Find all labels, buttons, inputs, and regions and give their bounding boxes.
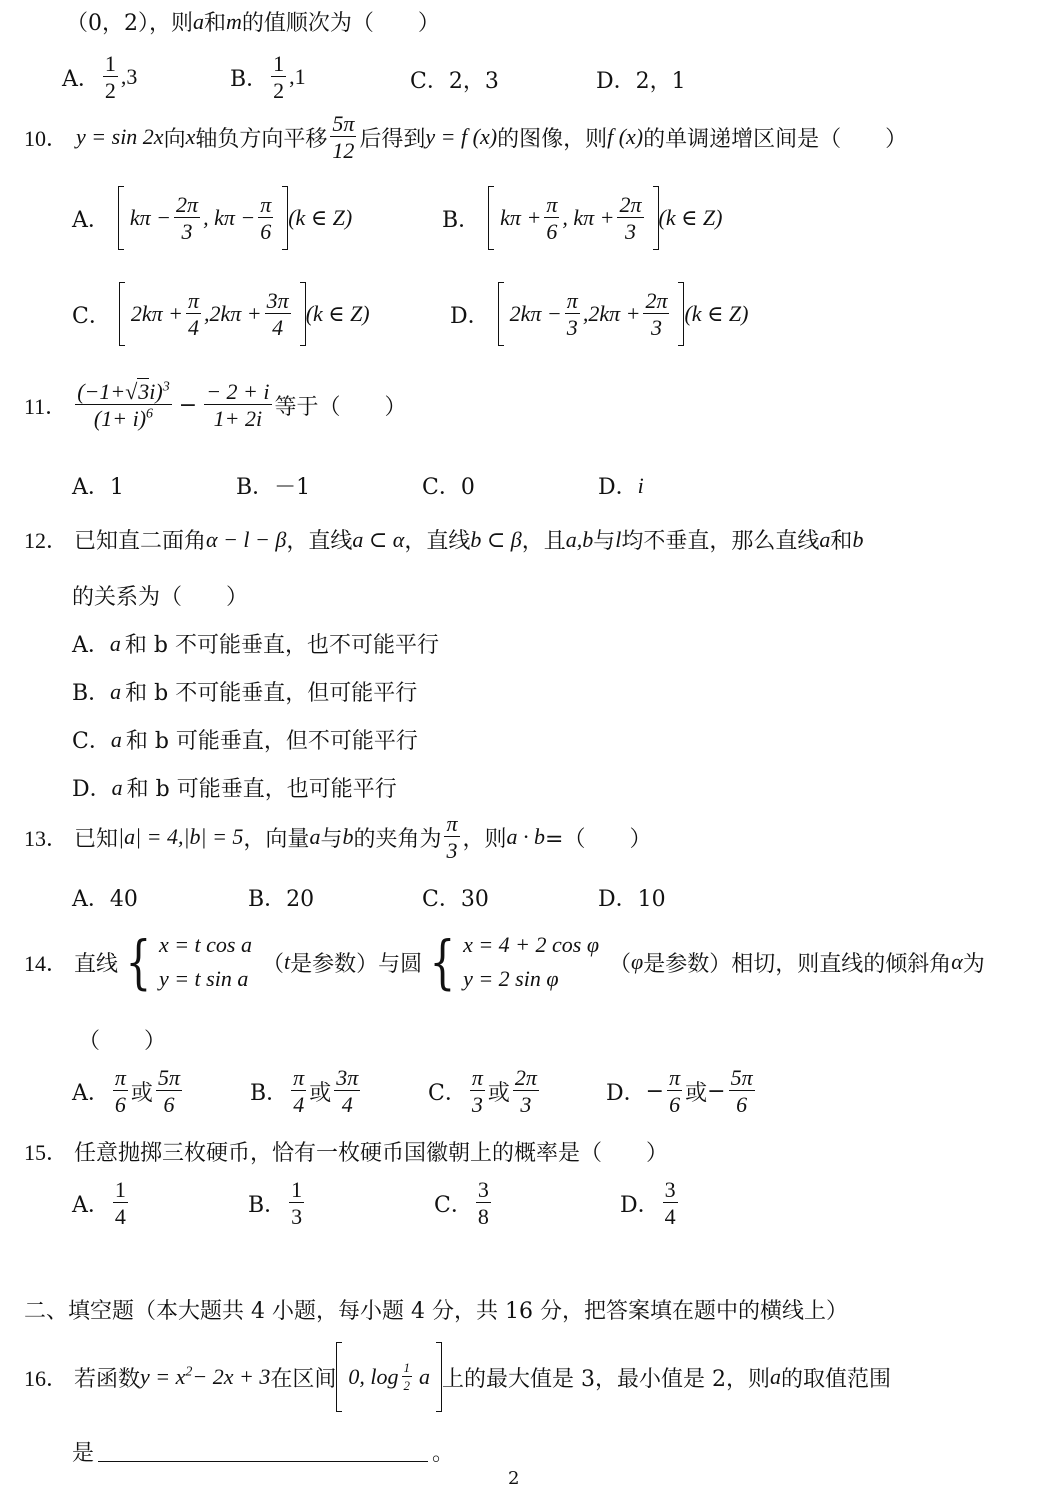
q10-option-c: C． 2kπ + $\frac{\pi}{4}$ ,2kπ + $\frac{3\pi}{4}$ (k ∈ Z)	[72, 282, 370, 346]
q9-option-d: D．2，1	[596, 69, 686, 94]
q9-option-c: C．2，3	[410, 69, 499, 94]
q11-option-d: D． i	[598, 472, 644, 500]
q15-option-b: B． $\frac{1}{3}$	[248, 1177, 303, 1230]
q16-stem: 16． 若函数 $y = x^2- 2x + 3$ 在区间 0, log $\frac{1}{2}$ a 上的最大值是 3，最小值是 2，则 a 的取值范围	[24, 1342, 891, 1412]
q11-option-c: C．0	[422, 475, 475, 500]
page-number: 2	[508, 1468, 520, 1489]
q14-option-d: D． − $\frac{\pi}{6}$ 或 − $\frac{5\pi}{6}$	[606, 1065, 753, 1118]
q16-answer-line: 是 。	[72, 1441, 455, 1466]
q14-option-c: C． $\frac{\pi}{3}$ 或 $\frac{2\pi}{3}$	[428, 1065, 537, 1118]
q12-stem-line2: 的关系为（ ）	[72, 585, 249, 610]
q14-stem: 14． 直线 { x = t cos a y = t sin a （ t 是参数）与圆 { x = 4 + 2 cos φ y = 2 sin φ （ φ 是参数）相切，则直线的倾斜角 α 为	[24, 928, 985, 997]
q15-stem: 15． 任意抛掷三枚硬币，恰有一枚硬币国徽朝上的概率是（ ）	[24, 1140, 669, 1166]
q10-option-d: D． 2kπ − $\frac{\pi}{3}$ ,2kπ + $\frac{2\pi}{3}$ (k ∈ Z)	[450, 282, 748, 346]
q14-option-a: A． $\frac{\pi}{6}$ 或 $\frac{5\pi}{6}$	[72, 1065, 180, 1118]
q11-option-a: A．1	[72, 475, 124, 500]
section-2-heading: 二、填空题（本大题共 4 小题，每小题 4 分，共 16 分，把答案填在题中的横线上）	[24, 1299, 848, 1324]
q13-option-a: A．40	[72, 887, 138, 912]
q11-option-b: B．－1	[236, 475, 311, 500]
q9-option-a: A． $\frac{1}{2}$ ,3	[62, 51, 138, 104]
q9-option-b: B． $\frac{1}{2}$ ,1	[230, 51, 306, 104]
q10-option-b: B． kπ + $\frac{\pi}{6}$ , kπ + $\frac{2\pi}{3}$ (k ∈ Z)	[442, 186, 722, 250]
answer-blank[interactable]	[98, 1441, 428, 1462]
q10-option-a: A． kπ − $\frac{2\pi}{3}$ , kπ − $\frac{\pi}{6}$ (k ∈ Z)	[72, 186, 352, 250]
q12-option-d: D． a 和 b 可能垂直，也可能平行	[72, 774, 397, 802]
q13-option-b: B．20	[248, 887, 315, 912]
q14-option-b: B． $\frac{\pi}{4}$ 或 $\frac{3\pi}{4}$	[250, 1065, 359, 1118]
q12-option-a: A． a 和 b 不可能垂直，也不可能平行	[72, 630, 439, 658]
q9-continuation: （0，2），则 a 和 m 的值顺次为（ ）	[66, 8, 440, 36]
q10-stem: 10． y = sin 2x 向 x 轴负方向平移 $\frac{5\pi}{12}$ 后得到 y = f (x) 的图像，则 f (x) 的单调递增区间是（ ）	[24, 111, 908, 164]
q15-option-c: C． $\frac{3}{8}$	[434, 1177, 489, 1230]
q12-option-c: C． a 和 b 可能垂直，但不可能平行	[72, 726, 418, 754]
q12-stem: 12． 已知直二面角 α − l − β ，直线 a ⊂ α ，直线 b ⊂ β ，且 a,b 与 l 均不垂直，那么直线 a 和 b	[24, 526, 864, 554]
q11-stem: 11． $\frac{(-1+√3i)^3}{(1+ i)^6}$ − $\frac{- 2 + i}{1+ 2i}$ 等于（ ）	[24, 379, 407, 432]
q13-option-d: D．10	[598, 887, 666, 912]
q15-option-d: D． $\frac{3}{4}$	[620, 1177, 676, 1230]
q15-option-a: A． $\frac{1}{4}$	[72, 1177, 126, 1230]
q14-stem-line2: （ ）	[78, 1029, 167, 1054]
q13-stem: 13． 已知 |a| = 4,|b| = 5 ，向量 a 与 b 的夹角为 $\frac{\pi}{3}$ ，则 a · b =（ ）	[24, 811, 652, 864]
q13-option-c: C．30	[422, 887, 489, 912]
q12-option-b: B． a 和 b 不可能垂直，但可能平行	[72, 678, 418, 706]
